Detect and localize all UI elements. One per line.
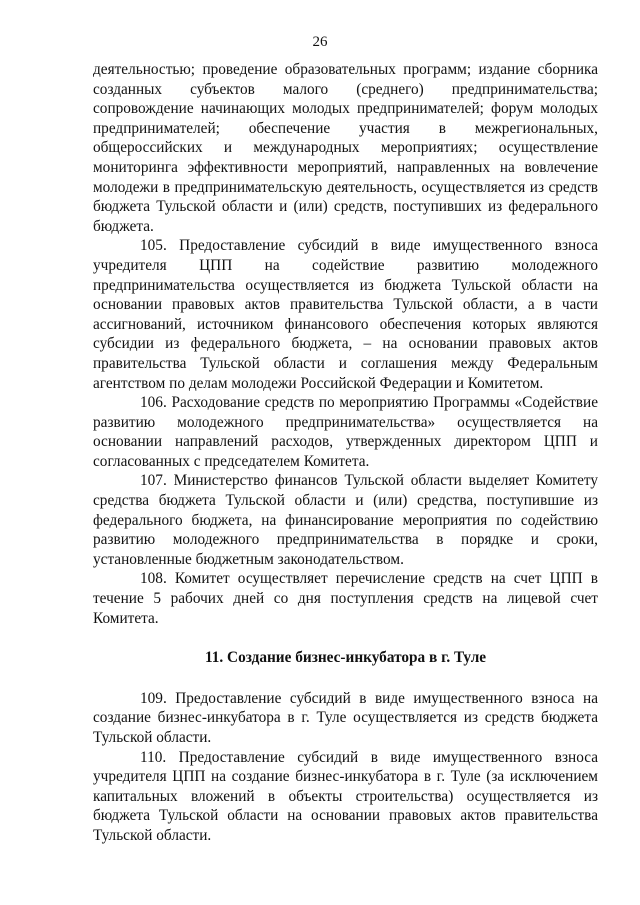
page-number: 26 xyxy=(312,34,328,50)
section-heading: 11. Создание бизнес-инкубатора в г. Туле xyxy=(204,649,487,667)
paragraph-107: 107. Министерство финансов Тульской области выделяет Комитету средства бюджета Тульской области и (или) средства, поступившие из федерального бюджета, на финансирование мероприятия по содействию развитию молодежного предпринимательства в порядке и сроки, установленные бюджетным законодательством. xyxy=(93,472,598,568)
document-body xyxy=(93,60,598,846)
paragraph-110: 110. Предоставление субсидий в виде имущественного взноса учредителя ЦПП на создание бизнес-инкубатора в г. Туле (за исключением капитальных вложений в объекты строительства) осуществляется из бюджета Тульской области на основании правовых актов правительства Тульской области. xyxy=(93,748,598,844)
paragraph-105: 105. Предоставление субсидий в виде имущественного взноса учредителя ЦПП на содействие развитию молодежного предпринимательства осуществляется из бюджета Тульской области на основании правовых актов правительства Тульской области, а в части ассигнований, источником финансового обеспечения которых являются субсидии из федерального бюджета, – на основании правовых актов правительства Тульской области и соглашения между Федеральным агентством по делам молодежи Российской Федерации и Комитетом. xyxy=(93,237,598,392)
paragraph-106: 106. Расходование средств по мероприятию Программы «Содействие развитию молодежного предпринимательства» осуществляется на основании направлений расходов, утвержденных директором ЦПП и согласованных с председателем Комитета. xyxy=(93,394,598,470)
paragraph-108: 108. Комитет осуществляет перечисление средств на счет ЦПП в течение 5 рабочих дней со дня поступления средств на лицевой счет Комитета. xyxy=(93,570,598,627)
paragraph-continuation: деятельностью; проведение образовательных программ; издание сборника созданных субъектов малого (среднего) предпринимательства; сопровождение начинающих молодых предпринимателей; форум молодых предпринимателей; обеспечение участия в межрегиональных, общероссийских и международных мероприятиях; осуществление мониторинга эффективности мероприятий, направленных на вовлечение молодежи в предпринимательскую деятельность, осуществляется из средств бюджета Тульской области и (или) средств, поступивших из федерального бюджета. xyxy=(93,61,598,235)
paragraph-109: 109. Предоставление субсидий в виде имущественного взноса на создание бизнес-инкубатора в г. Туле осуществляется из средств бюджета Тульской области. xyxy=(93,689,598,746)
